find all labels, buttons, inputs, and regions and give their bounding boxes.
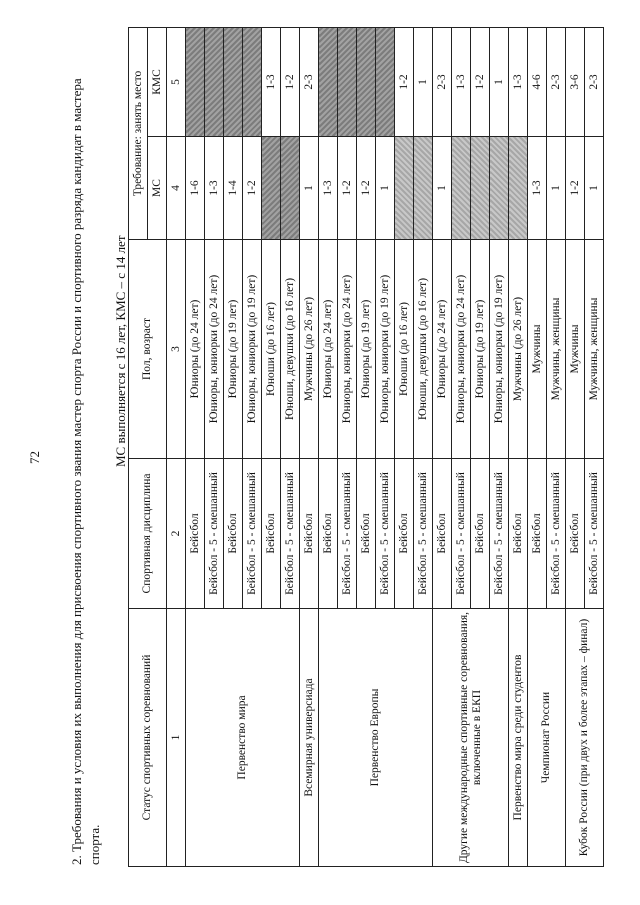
- gender-age-cell: Юноши (до 16 лет): [262, 240, 281, 459]
- kms-cell: 3-6: [566, 27, 585, 136]
- column-number: 1: [167, 609, 186, 867]
- ms-cell: 1-4: [224, 137, 243, 240]
- discipline-cell: Бейсбол - 5 - смешанный: [281, 459, 300, 609]
- group-label: Всемирная универсиада: [300, 609, 319, 867]
- ms-cell: 1: [376, 137, 395, 240]
- header-requirement: Требование: занять место: [129, 27, 148, 239]
- discipline-cell: Бейсбол: [357, 459, 376, 609]
- kms-cell-shaded: [338, 27, 357, 136]
- ms-cell-shaded: [452, 137, 471, 240]
- discipline-cell: Бейсбол: [319, 459, 338, 609]
- table-row: [528, 27, 547, 866]
- table-row: [186, 27, 205, 866]
- gender-age-cell: Мужчины: [528, 240, 547, 459]
- kms-cell-shaded: [319, 27, 338, 136]
- discipline-cell: Бейсбол - 5 - смешанный: [338, 459, 357, 609]
- gender-age-cell: Юниоры (до 24 лет): [319, 240, 338, 459]
- column-number: 5: [167, 27, 186, 136]
- discipline-cell: Бейсбол: [224, 459, 243, 609]
- gender-age-cell: Юниоры (до 24 лет): [186, 240, 205, 459]
- discipline-cell: Бейсбол - 5 - смешанный: [205, 459, 224, 609]
- discipline-cell: Бейсбол: [433, 459, 452, 609]
- group-label: Чемпионат России: [528, 609, 566, 867]
- column-number: 4: [167, 137, 186, 240]
- group-label: Первенство Европы: [319, 609, 433, 867]
- ms-cell: 1-2: [566, 137, 585, 240]
- kms-cell: 1-3: [262, 27, 281, 136]
- header-status: Статус спортивных соревнований: [129, 609, 167, 867]
- discipline-cell: Бейсбол - 5 - смешанный: [243, 459, 262, 609]
- kms-cell-shaded: [357, 27, 376, 136]
- kms-cell-shaded: [186, 27, 205, 136]
- ms-cell: 1-2: [357, 137, 376, 240]
- kms-cell: 1: [490, 27, 509, 136]
- kms-cell: 1-3: [452, 27, 471, 136]
- gender-age-cell: Юниоры, юниорки (до 19 лет): [243, 240, 262, 459]
- age-requirement-note: МС выполняется с 16 лет, КМС – с 14 лет: [113, 235, 128, 467]
- group-label: Первенство мира: [186, 609, 300, 867]
- ms-cell: 1: [300, 137, 319, 240]
- discipline-cell: Бейсбол - 5 - смешанный: [414, 459, 433, 609]
- header-ms: МС: [148, 137, 167, 240]
- group-label: Кубок России (при двух и более этапах – финал): [566, 609, 604, 867]
- gender-age-cell: Мужчины (до 26 лет): [509, 240, 528, 459]
- kms-cell: 2-3: [300, 27, 319, 136]
- ms-cell: 1-6: [186, 137, 205, 240]
- discipline-cell: Бейсбол: [566, 459, 585, 609]
- ms-cell-shaded: [281, 137, 300, 240]
- discipline-cell: Бейсбол - 5 - смешанный: [585, 459, 604, 609]
- discipline-cell: Бейсбол - 5 - смешанный: [490, 459, 509, 609]
- discipline-cell: Бейсбол - 5 - смешанный: [452, 459, 471, 609]
- gender-age-cell: Юниоры (до 19 лет): [471, 240, 490, 459]
- header-row: [129, 27, 148, 866]
- kms-cell: 2-3: [547, 27, 566, 136]
- gender-age-cell: Юниоры (до 19 лет): [224, 240, 243, 459]
- ms-cell: 1: [547, 137, 566, 240]
- discipline-cell: Бейсбол: [262, 459, 281, 609]
- ms-cell-shaded: [471, 137, 490, 240]
- ms-cell: 1-3: [205, 137, 224, 240]
- kms-cell: 2-3: [433, 27, 452, 136]
- gender-age-cell: Юноши, девушки (до 16 лет): [414, 240, 433, 459]
- discipline-cell: Бейсбол - 5 - смешанный: [376, 459, 395, 609]
- kms-cell-shaded: [224, 27, 243, 136]
- ms-cell-shaded: [509, 137, 528, 240]
- ms-cell-shaded: [262, 137, 281, 240]
- kms-cell: 1-2: [281, 27, 300, 136]
- header-kms: КМС: [148, 27, 167, 136]
- kms-cell: 2-3: [585, 27, 604, 136]
- table-row: [566, 27, 585, 866]
- discipline-cell: Бейсбол: [471, 459, 490, 609]
- ms-cell-shaded: [395, 137, 414, 240]
- page-number: 72: [27, 451, 42, 464]
- gender-age-cell: Юниоры, юниорки (до 19 лет): [490, 240, 509, 459]
- requirements-table: [128, 27, 604, 867]
- ms-cell: 1-2: [243, 137, 262, 240]
- gender-age-cell: Мужчины (до 26 лет): [300, 240, 319, 459]
- kms-cell-shaded: [205, 27, 224, 136]
- kms-cell: 4-6: [528, 27, 547, 136]
- column-number: 3: [167, 240, 186, 459]
- gender-age-cell: Юниоры, юниорки (до 24 лет): [205, 240, 224, 459]
- header-discipline: Спортивная дисциплина: [129, 459, 167, 609]
- discipline-cell: Бейсбол - 5 - смешанный: [547, 459, 566, 609]
- discipline-cell: Бейсбол: [300, 459, 319, 609]
- discipline-cell: Бейсбол: [395, 459, 414, 609]
- gender-age-cell: Юниоры (до 19 лет): [357, 240, 376, 459]
- column-number: 2: [167, 459, 186, 609]
- gender-age-cell: Юниоры (до 24 лет): [433, 240, 452, 459]
- gender-age-cell: Юниоры, юниорки (до 24 лет): [452, 240, 471, 459]
- ms-cell: 1-3: [319, 137, 338, 240]
- kms-cell: 1-2: [395, 27, 414, 136]
- ms-cell: 1-3: [528, 137, 547, 240]
- discipline-cell: Бейсбол: [509, 459, 528, 609]
- kms-cell: 1: [414, 27, 433, 136]
- ms-cell: 1: [433, 137, 452, 240]
- kms-cell-shaded: [243, 27, 262, 136]
- gender-age-cell: Мужчины: [566, 240, 585, 459]
- ms-cell-shaded: [414, 137, 433, 240]
- group-label: Первенство мира среди студентов: [509, 609, 528, 867]
- table-row: [300, 27, 319, 866]
- header-gender-age: Пол, возраст: [129, 240, 167, 459]
- column-number-row: [167, 27, 186, 866]
- gender-age-cell: Юниоры, юниорки (до 24 лет): [338, 240, 357, 459]
- table-row: [433, 27, 452, 866]
- kms-cell-shaded: [376, 27, 395, 136]
- gender-age-cell: Мужчины, женщины: [585, 240, 604, 459]
- kms-cell: 1-2: [471, 27, 490, 136]
- table-row: [509, 27, 528, 866]
- ms-cell: 1: [585, 137, 604, 240]
- discipline-cell: Бейсбол: [528, 459, 547, 609]
- ms-cell: 1-2: [338, 137, 357, 240]
- section-heading: 2. Требования и условия их выполнения для присвоения спортивного звания мастер спорта России и спортивного разряда кандидат в мастера спорта.: [69, 78, 102, 865]
- kms-cell: 1-3: [509, 27, 528, 136]
- ms-cell-shaded: [490, 137, 509, 240]
- gender-age-cell: Юниоры, юниорки (до 19 лет): [376, 240, 395, 459]
- gender-age-cell: Мужчины, женщины: [547, 240, 566, 459]
- table-row: [319, 27, 338, 866]
- discipline-cell: Бейсбол: [186, 459, 205, 609]
- gender-age-cell: Юноши (до 16 лет): [395, 240, 414, 459]
- gender-age-cell: Юноши, девушки (до 16 лет): [281, 240, 300, 459]
- group-label: Другие международные спортивные соревнования, включенные в ЕКП: [433, 609, 509, 867]
